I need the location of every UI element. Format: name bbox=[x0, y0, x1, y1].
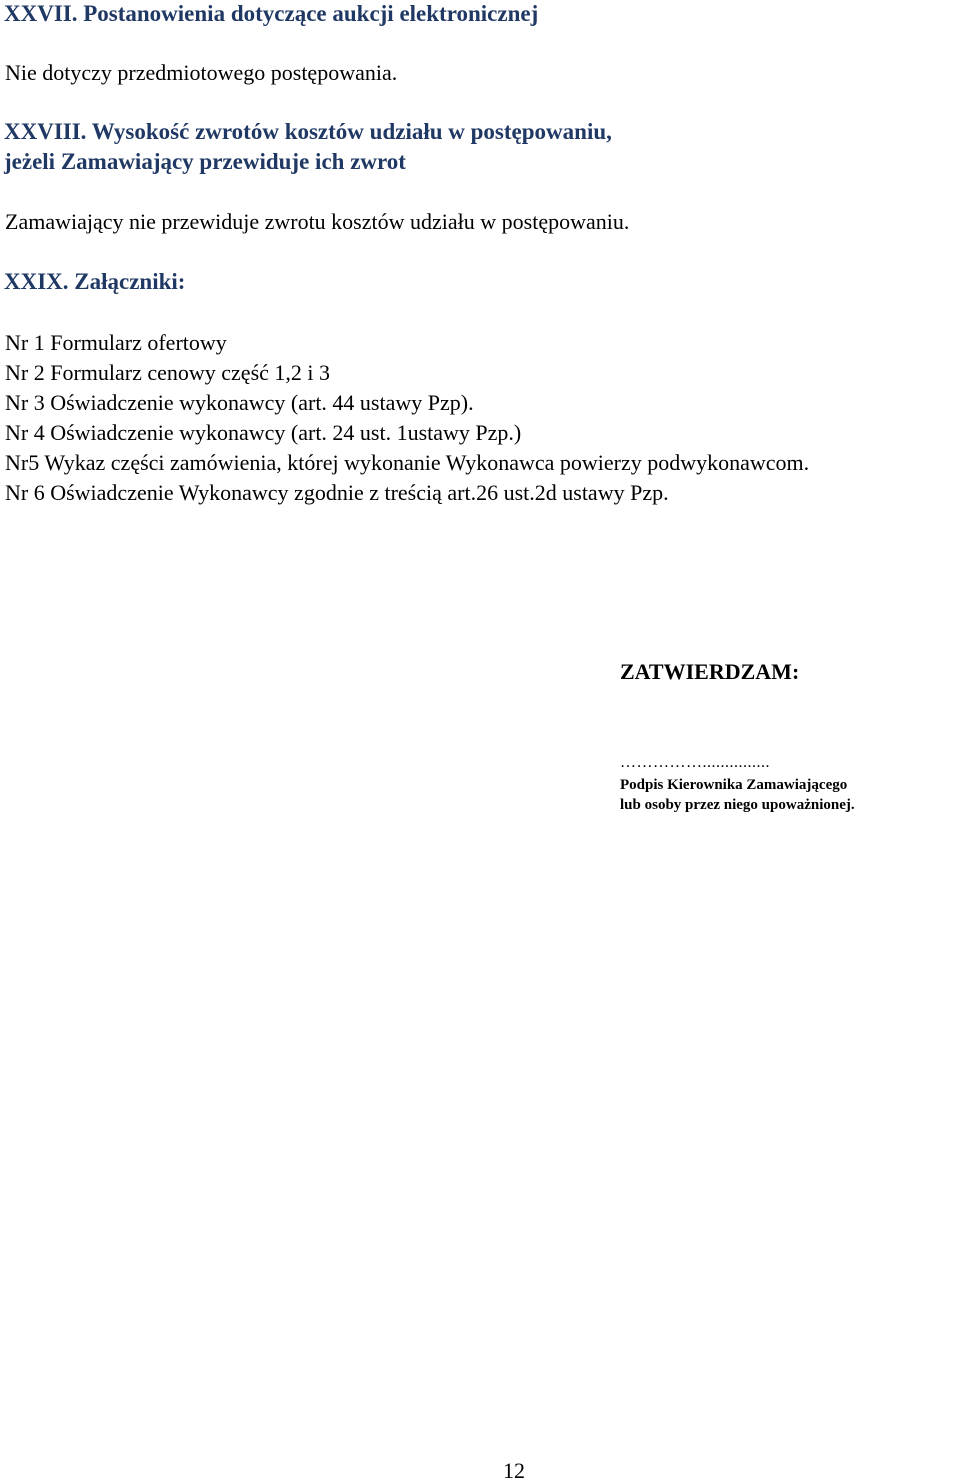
attachment-item: Nr 4 Oświadczenie wykonawcy (art. 24 ust. 1ustawy Pzp.) bbox=[5, 420, 522, 445]
section-28-heading-line1: XXVIII. Wysokość zwrotów kosztów udziału w postępowaniu, bbox=[4, 119, 612, 144]
approval-title: ZATWIERDZAM: bbox=[620, 659, 800, 684]
attachment-item: Nr 3 Oświadczenie wykonawcy (art. 44 ustawy Pzp). bbox=[5, 390, 474, 415]
signature-label-line2: lub osoby przez niego upoważnionej. bbox=[620, 797, 855, 813]
attachments-list bbox=[5, 328, 809, 508]
attachment-item: Nr 2 Formularz cenowy część 1,2 i 3 bbox=[5, 360, 331, 385]
section-28-heading-line2: jeżeli Zamawiający przewiduje ich zwrot bbox=[4, 149, 406, 174]
signature-label-line1: Podpis Kierownika Zamawiającego bbox=[620, 777, 848, 793]
section-27-text: Nie dotyczy przedmiotowego postępowania. bbox=[5, 60, 398, 85]
signature-dots: ……………............... bbox=[620, 754, 770, 771]
section-29-heading: XXIX. Załączniki: bbox=[4, 269, 186, 294]
attachment-item: Nr 6 Oświadczenie Wykonawcy zgodnie z treścią art.26 ust.2d ustawy Pzp. bbox=[5, 480, 669, 505]
section-28-text: Zamawiający nie przewiduje zwrotu kosztów udziału w postępowaniu. bbox=[5, 209, 630, 234]
section-27-heading: XXVII. Postanowienia dotyczące aukcji elektronicznej bbox=[4, 1, 539, 26]
attachment-item: Nr 1 Formularz ofertowy bbox=[5, 330, 227, 355]
page-number: 12 bbox=[503, 1458, 525, 1483]
attachment-item: Nr5 Wykaz części zamówienia, której wykonanie Wykonawca powierzy podwykonawcom. bbox=[5, 450, 810, 475]
